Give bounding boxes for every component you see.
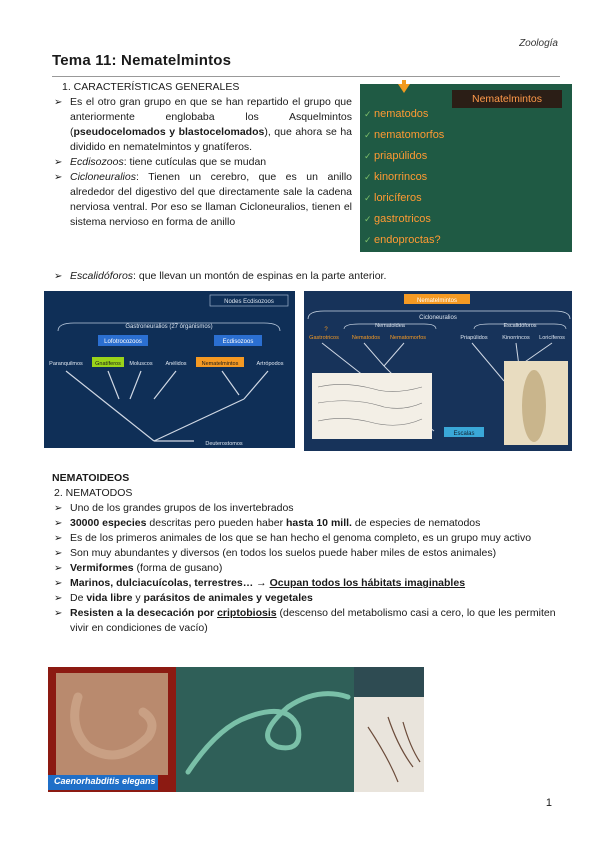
- bold-term: Resisten a la desecación por: [70, 607, 215, 619]
- text-span: (descenso del metabolismo casi a cero, lo que les permiten vivir en condiciones de vacío): [70, 607, 556, 634]
- italic-term: Escalidóforos: [70, 270, 134, 282]
- section-characteristics: [52, 80, 352, 230]
- nematelmintos-box: [360, 84, 572, 252]
- bold-term: vida libre: [86, 592, 133, 604]
- leaf-label: Priapúlidos: [460, 335, 488, 341]
- bold-term: Marinos, dulciacuícolas, terrestres… →: [70, 577, 267, 589]
- cicloneuralios-diagram: [304, 291, 572, 451]
- title-divider: [52, 76, 560, 77]
- list-item: [52, 269, 562, 284]
- text-span: (forma de gusano): [133, 562, 223, 574]
- ecdi-label: Ecdisozoos: [222, 339, 254, 345]
- list-item: [52, 561, 562, 576]
- list-item: [52, 155, 352, 170]
- list-item: [52, 576, 562, 591]
- list-item: [52, 516, 562, 531]
- list-item: ✓ nematodos: [366, 104, 444, 125]
- question-mark: ?: [324, 327, 328, 333]
- leaf-label: Loricíferos: [539, 335, 565, 341]
- leaf-label: Artrópodos: [256, 361, 284, 367]
- subsection-heading: 2. NEMATODOS: [54, 487, 133, 499]
- leaf-label: Paranquilmos: [49, 361, 83, 367]
- list-item: ✓ priapúlidos: [366, 146, 444, 167]
- leaf-label: Gnatíferos: [95, 361, 121, 367]
- photo-svg: [48, 667, 424, 792]
- text-span: : tiene cutículas que se mudan: [123, 156, 267, 168]
- list-item: ➢ Es de los primeros animales de los que se han hecho el genoma completo, es un grupo muy activo: [52, 531, 562, 546]
- sub-label: Cicloneuralios: [419, 315, 457, 321]
- text-span: descritas pero pueden haber: [146, 517, 286, 529]
- photo-3-bg: [354, 697, 424, 792]
- top-label: Gastroneuralios (27 órganismos): [125, 324, 213, 330]
- list-item: ✓ gastrotricos: [366, 209, 444, 230]
- leaf-label: Kinorrincos: [502, 335, 530, 341]
- list-item: ➢ Son muy abundantes y diversos (en todos los suelos puede haber miles de estos animales): [52, 546, 562, 561]
- section-heading: 1. CARACTERÍSTICAS GENERALES: [62, 81, 240, 93]
- list-item: ✓ kinorrincos: [366, 167, 444, 188]
- text-span: de especies de nematodos: [351, 517, 481, 529]
- bold-term: parásitos de animales y vegetales: [143, 592, 313, 604]
- text-span: ), que ahora se ha dividido en nematelmintos y gnatíferos.: [70, 126, 353, 153]
- page-number: 1: [545, 797, 552, 809]
- nematode-photos: [48, 667, 424, 792]
- root-label: Deuterostomos: [205, 441, 243, 447]
- italic-term: Cicloneuralios: [70, 171, 136, 183]
- list-item: [52, 95, 352, 155]
- leaf-label: Anélidos: [165, 361, 187, 367]
- down-arrow-icon: [398, 84, 410, 93]
- cicloneuralios-svg: [304, 291, 572, 451]
- diag-tag: Nematelmintos: [416, 298, 458, 304]
- list-item: ✓ endoproctas?: [366, 230, 444, 251]
- list-item: [52, 606, 562, 636]
- section-nematodes: [52, 471, 562, 636]
- text-span: : que llevan un montón de espinas en la parte anterior.: [133, 270, 387, 282]
- photo-label: Escalas: [453, 431, 475, 437]
- group-label: Nematoidea: [375, 323, 405, 329]
- list-item: ✓ loricíferos: [366, 188, 444, 209]
- list-item: ➢ Uno de los grandes grupos de los invertebrados: [52, 501, 562, 516]
- leaf-label: Nematelmintos: [201, 361, 239, 367]
- photo-caption: Caenorhabditis elegans: [54, 776, 156, 786]
- leaf-label: Gastrotricos: [309, 335, 339, 341]
- leaf-label: Nematomorfos: [389, 335, 427, 341]
- phylogeny-svg: [44, 291, 295, 448]
- list-item: ✓ nematomorfos: [366, 125, 444, 146]
- text-span: De: [70, 592, 87, 604]
- page-title: Tema 11: Nematelmintos: [52, 52, 232, 69]
- subject-header: Zoología: [519, 38, 558, 49]
- bold-term: 30000 especies: [70, 517, 147, 529]
- section-heading: NEMATOIDEOS: [52, 472, 130, 484]
- bold-term: Vermiformes: [70, 562, 134, 574]
- lopho-label: Lofotrocozoos: [104, 339, 142, 345]
- phylogeny-diagram: [44, 291, 295, 448]
- group-list: [366, 104, 444, 251]
- photo-2-bg: [176, 667, 354, 792]
- bold-term: pseudocelomados y blastocelomados: [73, 126, 265, 138]
- underlined-term: criptobiosis: [217, 607, 277, 619]
- tree-lines: [66, 371, 268, 441]
- box-header: Nematelmintos: [452, 90, 562, 108]
- leaf-label: Nematodos: [351, 335, 381, 341]
- leaf-label: Moluscos: [129, 361, 153, 367]
- specimen-body: [522, 370, 546, 442]
- list-item: [52, 170, 352, 230]
- list-item: [52, 591, 562, 606]
- text-span: : Tienen un cerebro, que es un anillo alrededor del digestivo del que directamente sale la cadena nerviosa ventral. Por eso se llaman Cicloneuralios, tienen el sistema nervioso en forma de anillo: [70, 171, 352, 228]
- italic-term: Ecdisozoos: [70, 156, 124, 168]
- bold-term: hasta 10 mill.: [286, 517, 352, 529]
- diag-tag: Nodes Ecdisozoos: [224, 299, 274, 305]
- group-label: Escalidóforos: [503, 323, 537, 329]
- text-span: y: [132, 592, 144, 604]
- underlined-term: Ocupan todos los hábitats imaginables: [269, 577, 466, 589]
- text-span: Es el otro gran grupo en que se han repartido el grupo que anteriormente englobaba los Asquelmintos (: [70, 96, 352, 138]
